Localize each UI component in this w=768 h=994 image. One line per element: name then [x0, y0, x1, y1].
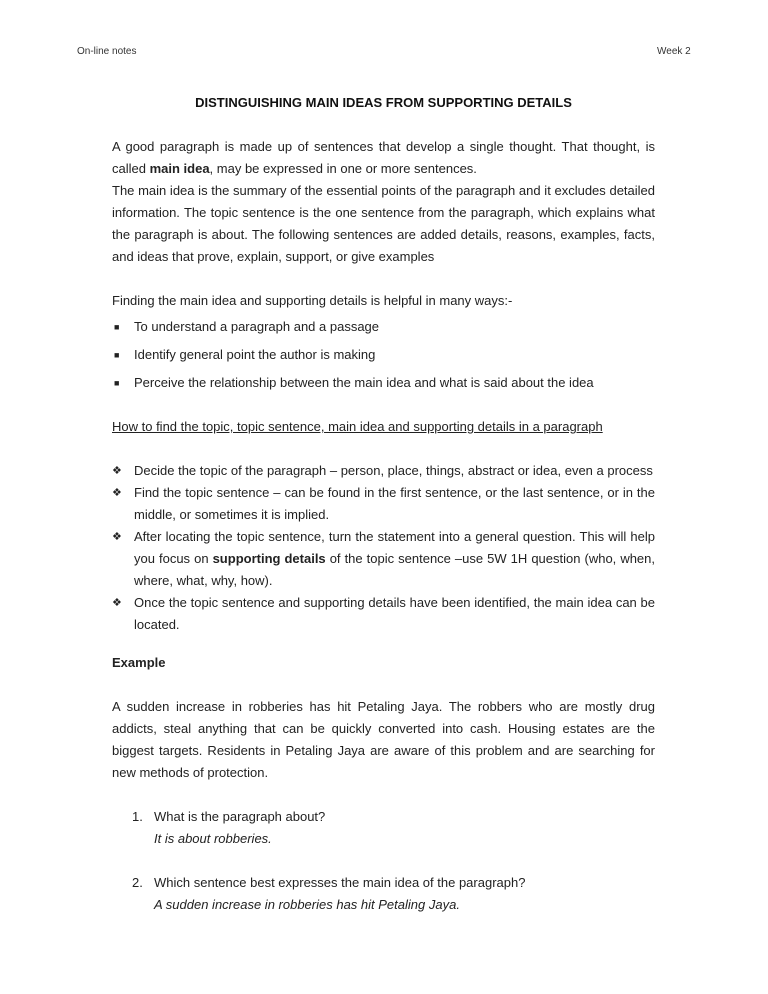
question-item [132, 872, 655, 916]
diamond-bullet-icon: ❖ [112, 597, 122, 609]
question-item [132, 806, 655, 850]
supporting-details-term: supporting details [212, 551, 326, 566]
howto-heading: How to find the topic, topic sentence, main idea and supporting details in a paragraph [112, 419, 603, 434]
helpful-lead: Finding the main idea and supporting details is helpful in many ways:- [112, 293, 513, 308]
header-left: On-line notes [77, 46, 137, 57]
list-item-text: Find the topic sentence – can be found in the first sentence, or the last sentence, or in the middle, or sometimes it is implied. [134, 485, 655, 522]
diamond-bullet-icon: ❖ [112, 465, 122, 477]
intro-paragraph-2: The main idea is the summary of the essential points of the paragraph and it excludes detailed information. The topic sentence is the one sentence from the paragraph, which explains what the paragraph is about. The following sentences are added details, reasons, examples, facts, and ideas that prove, explain, support, or give examples [112, 183, 655, 264]
question-text: What is the paragraph about? [154, 809, 326, 824]
diamond-bullet-icon: ❖ [112, 487, 122, 499]
answer-text: A sudden increase in robberies has hit Petaling Jaya. [154, 897, 460, 912]
list-item [112, 482, 655, 526]
main-idea-term: main idea [149, 161, 210, 176]
example-paragraph: A sudden increase in robberies has hit Petaling Jaya. The robbers who are mostly drug addicts, steal anything that can be quickly converted into cash. Housing estates are the biggest targets. Residents in Petaling Jaya are aware of this problem and are searching for new methods of protection. [112, 699, 655, 780]
list-item-text-end: of the topic sentence –use 5W 1H question (who, when, where, what, why, how). [134, 551, 656, 588]
list-item [112, 372, 655, 394]
question-text: Which sentence best expresses the main idea of the paragraph? [154, 875, 526, 890]
document-body [112, 92, 655, 916]
intro-text-end: , may be expressed in one or more sentences. [209, 161, 477, 176]
list-item-text: Perceive the relationship between the main idea and what is said about the idea [134, 375, 594, 390]
intro-text: A good paragraph is made up of sentences that develop a single thought. That thought, is called [112, 139, 655, 176]
list-item [112, 526, 655, 592]
list-item [112, 460, 655, 482]
page-title: DISTINGUISHING MAIN IDEAS FROM SUPPORTING DETAILS [195, 95, 572, 110]
list-item-text: Identify general point the author is making [134, 347, 376, 362]
helpful-list [112, 316, 655, 394]
list-item-text: After locating the topic sentence, turn the statement into a general question. This will help you focus on [134, 529, 655, 566]
howto-list [112, 460, 655, 636]
question-number: 2. [132, 875, 143, 890]
square-bullet-icon: ■ [114, 322, 120, 332]
list-item [112, 592, 655, 636]
intro-paragraph-1 [112, 136, 655, 180]
list-item [112, 316, 655, 338]
list-item-text: To understand a paragraph and a passage [134, 319, 380, 334]
diamond-bullet-icon: ❖ [112, 531, 122, 543]
question-list [112, 806, 655, 916]
list-item-text: Decide the topic of the paragraph – person, place, things, abstract or idea, even a process [134, 463, 653, 478]
answer-text: It is about robberies. [154, 831, 272, 846]
square-bullet-icon: ■ [114, 350, 120, 360]
square-bullet-icon: ■ [114, 378, 120, 388]
header-right: Week 2 [657, 46, 691, 57]
list-item-text: Once the topic sentence and supporting details have been identified, the main idea can be located. [134, 595, 655, 632]
list-item [112, 344, 655, 366]
example-heading: Example [112, 655, 166, 670]
question-number: 1. [132, 809, 143, 824]
